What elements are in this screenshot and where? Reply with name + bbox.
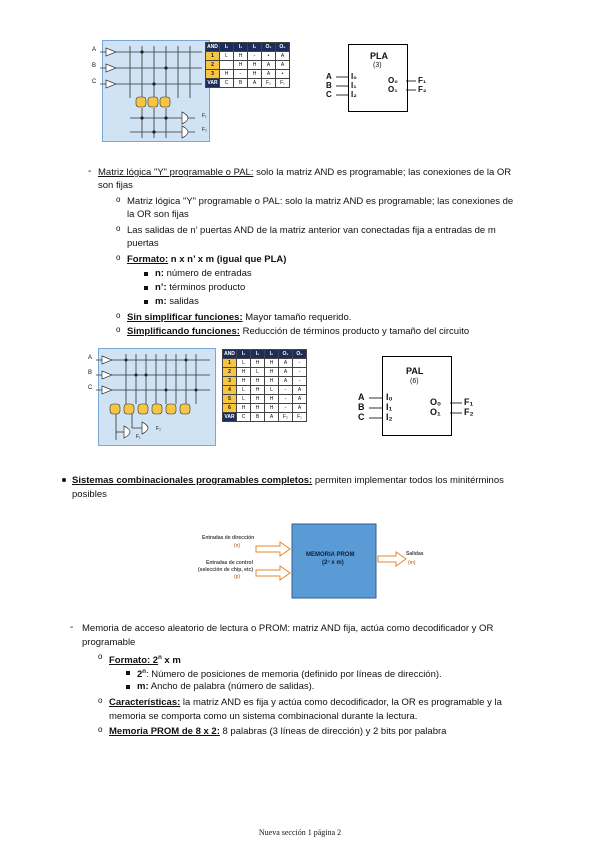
td: H: [265, 368, 279, 377]
th: O₀: [276, 43, 290, 52]
addr-arrow-icon: [256, 542, 290, 556]
output-label-f1: F₁: [136, 434, 141, 440]
addr-label: Entradas de dirección: [202, 535, 255, 541]
prom-formato: [109, 652, 181, 667]
td: •: [262, 52, 276, 61]
th: I₂: [220, 43, 234, 52]
square-bullet: [126, 685, 130, 689]
td: A: [279, 359, 293, 368]
block-title: PAL: [406, 366, 424, 376]
prom-caracteristicas: [109, 696, 589, 709]
td: C: [237, 413, 251, 422]
td: 3: [223, 377, 237, 386]
td: -: [279, 386, 293, 395]
td: A: [276, 52, 290, 61]
pal-item-2-line1: Las salidas de n’ puertas AND de la matriz anterior van conectadas fija a entradas de m: [127, 225, 496, 236]
formato-sub-2: [155, 281, 245, 294]
td: A: [248, 79, 262, 88]
block-pin-o0: O₀: [430, 397, 442, 407]
td: H: [251, 386, 265, 395]
pal-item-1-line2: la OR son fijas: [127, 209, 189, 220]
circle-bullet: o: [98, 696, 103, 705]
td: H: [248, 61, 262, 70]
block-in-c: C: [326, 90, 332, 99]
td: H: [237, 368, 251, 377]
td: 1: [206, 52, 220, 61]
th: I₀: [265, 350, 279, 359]
circle-bullet: o: [116, 224, 121, 233]
block-pin-i1: I₁: [386, 402, 393, 412]
td: A: [262, 61, 276, 70]
prom-heading-line2: programable: [82, 637, 136, 648]
prom-box-sub: (2ⁿ x m): [322, 560, 344, 566]
prom-caracteristicas-line2: memoria se comporta como un sistema combinacional durante la lectura.: [109, 711, 418, 722]
pal-block: [354, 354, 484, 436]
circle-bullet: o: [116, 195, 121, 204]
td: L: [220, 52, 234, 61]
simp-value: Reducción de términos producto y tamaño del circuito: [239, 326, 470, 337]
pal-item-1-line1: Matriz lógica "Y" programable o PAL: solo la matriz AND es programable; las conexiones de: [127, 196, 514, 207]
pal-truth-table: [222, 349, 307, 422]
ctrl-sub: (p): [234, 574, 241, 580]
formato-label: Formato:: [127, 254, 169, 265]
sub-value: número de entradas: [163, 268, 252, 279]
block-count: (6): [410, 378, 419, 385]
block-title: PLA: [370, 51, 388, 61]
block-out-f1: F₁: [418, 76, 427, 85]
input-label-b: B: [92, 63, 97, 69]
completos-rest: permiten implementar todos los minitérminos: [312, 475, 504, 486]
td: H: [265, 377, 279, 386]
td: F₁: [276, 79, 290, 88]
block-pin-o1: O₁: [388, 85, 398, 94]
block-out-f1: F₁: [464, 397, 474, 407]
td: H: [251, 395, 265, 404]
pal-sin-simplificar: [127, 311, 351, 324]
td: -: [293, 368, 307, 377]
td: C: [220, 79, 234, 88]
out-arrow-icon: [378, 552, 406, 566]
out-label: Salidas: [406, 551, 424, 557]
out-sub: (m): [408, 560, 416, 566]
block-in-b: B: [358, 402, 365, 412]
td: [220, 61, 234, 70]
td: L: [265, 386, 279, 395]
prom-block-diagram: [196, 518, 426, 604]
pla-truth-table: [205, 42, 290, 88]
td: H: [251, 359, 265, 368]
output-label-f2: F₂: [156, 426, 161, 432]
th: O₁: [262, 43, 276, 52]
td: VAR: [207, 79, 218, 86]
formato-rest: x m: [161, 655, 181, 667]
td: B: [251, 413, 265, 422]
formato-sup: n: [158, 655, 162, 661]
formato-value: n x n’ x m (igual que PLA): [168, 254, 287, 265]
circle-bullet: o: [116, 311, 121, 320]
sin-label: Sin simplificar funciones:: [127, 312, 243, 323]
td: -: [279, 404, 293, 413]
dash-bullet: -: [88, 166, 92, 177]
td: A: [279, 368, 293, 377]
td: H: [248, 70, 262, 79]
td: 2: [223, 368, 237, 377]
td: 6: [223, 404, 237, 413]
td: H: [237, 404, 251, 413]
sub-key: m:: [155, 296, 167, 307]
input-label-c: C: [88, 385, 93, 391]
circle-bullet: o: [98, 652, 103, 661]
block-in-b: B: [326, 81, 332, 90]
sub-value: salidas: [166, 296, 199, 307]
td: F₂: [279, 413, 293, 422]
pal-item-2-line2: puertas: [127, 238, 159, 249]
td: 1: [223, 359, 237, 368]
input-label-a: A: [92, 47, 97, 53]
output-label-f1: F₁: [202, 113, 207, 119]
input-label-a: A: [88, 355, 93, 361]
circle-bullet: o: [116, 325, 121, 334]
circle-bullet: o: [116, 253, 121, 262]
td: H: [265, 404, 279, 413]
td: -: [293, 359, 307, 368]
td: A: [293, 395, 307, 404]
td: H: [251, 404, 265, 413]
prom-sub-2: [137, 680, 314, 693]
td: A: [276, 61, 290, 70]
input-label-b: B: [88, 370, 93, 376]
block-out-f2: F₂: [418, 85, 427, 94]
th: O₁: [279, 350, 293, 359]
addr-sub: (n): [234, 543, 241, 549]
td: H: [234, 61, 248, 70]
td: A: [293, 386, 307, 395]
block-in-a: A: [326, 72, 332, 81]
td: A: [265, 413, 279, 422]
ctrl-arrow-icon: [256, 566, 290, 580]
square-bullet: [144, 300, 148, 304]
dot-bullet: [62, 478, 66, 482]
td: L: [237, 395, 251, 404]
square-bullet: [144, 286, 148, 290]
block-pin-i0: I₀: [386, 392, 393, 402]
dash-bullet: -: [70, 622, 74, 633]
block-in-a: A: [358, 392, 365, 402]
th: I₁: [234, 43, 248, 52]
prom-sub-1: [137, 666, 442, 681]
output-label-f2: F₂: [202, 127, 207, 133]
sub-value: : Número de posiciones de memoria (definido por líneas de dirección).: [145, 669, 442, 681]
td: 2: [206, 61, 220, 70]
td: VAR: [224, 413, 235, 420]
square-bullet: [126, 671, 130, 675]
block-pin-i0: I₀: [351, 72, 357, 81]
simp-label: Simplificando funciones:: [127, 326, 240, 337]
pal-heading-title: Matriz lógica "Y" programable o PAL:: [98, 167, 254, 178]
mem-label: Memoria PROM de 8 x 2:: [109, 726, 220, 737]
td: F₂: [262, 79, 276, 88]
td: A: [262, 70, 276, 79]
block-pin-o0: O₀: [388, 76, 398, 85]
page-footer: Nueva sección 1 página 2: [258, 828, 342, 837]
td: 3: [206, 70, 220, 79]
sub-key: n:: [155, 268, 164, 279]
td: H: [265, 359, 279, 368]
th: O₀: [293, 350, 307, 359]
mem-value: 8 palabras (3 líneas de dirección) y 2 bits por palabra: [219, 726, 447, 737]
td: •: [276, 70, 290, 79]
pal-simplificando: [127, 325, 469, 338]
formato-sub-1: [155, 267, 252, 280]
block-in-c: C: [358, 412, 365, 422]
completos-heading: [72, 474, 592, 487]
th: AND: [224, 350, 235, 357]
td: H: [251, 377, 265, 386]
td: H: [237, 377, 251, 386]
td: -: [279, 395, 293, 404]
completos-title: Sistemas combinacionales programables completos:: [72, 475, 313, 486]
td: A: [279, 377, 293, 386]
sub-sup: n: [142, 669, 146, 675]
sub-key: n’:: [155, 282, 167, 293]
td: -: [248, 52, 262, 61]
sub-key: m:: [137, 681, 149, 692]
block-count: (3): [373, 62, 382, 69]
block-pin-i1: I₁: [351, 81, 357, 90]
pal-heading-rest: solo la matriz AND es programable; las conexiones de la OR: [253, 167, 512, 178]
td: -: [293, 377, 307, 386]
td: -: [234, 70, 248, 79]
block-out-f2: F₂: [464, 407, 474, 417]
td: L: [237, 359, 251, 368]
td: L: [251, 368, 265, 377]
prom-8x2: [109, 725, 446, 738]
sub-value: términos producto: [166, 282, 246, 293]
sub-value: Ancho de palabra (número de salidas).: [148, 681, 315, 692]
block-pin-o1: O₁: [430, 407, 441, 417]
th: I₂: [237, 350, 251, 359]
th: I₁: [251, 350, 265, 359]
td: L: [237, 386, 251, 395]
input-label-c: C: [92, 79, 97, 85]
sin-value: Mayor tamaño requerido.: [242, 312, 352, 323]
formato-label: Formato: 2: [109, 655, 159, 667]
td: B: [234, 79, 248, 88]
th: AND: [207, 43, 218, 50]
td: H: [220, 70, 234, 79]
sub-key: 2: [137, 669, 143, 681]
formato-sub-3: [155, 295, 199, 308]
pla-circuit-diagram: [90, 40, 207, 144]
car-value: la matriz AND es fija y actúa como decodificador, la OR es programable y la: [180, 697, 502, 708]
td: 5: [223, 395, 237, 404]
td: H: [234, 52, 248, 61]
pal-formato: [127, 253, 286, 266]
block-pin-i2: I₂: [351, 90, 357, 99]
pla-block: [322, 42, 442, 112]
ctrl-label-1: Entradas de control: [206, 560, 253, 566]
prom-box-title: MEMORIA PROM: [306, 552, 355, 558]
td: 4: [223, 386, 237, 395]
pal-heading-line2: son fijas: [98, 180, 133, 191]
completos-line2: posibles: [72, 489, 107, 500]
th: I₀: [248, 43, 262, 52]
td: F₁: [293, 413, 307, 422]
circle-bullet: o: [98, 725, 103, 734]
td: H: [265, 395, 279, 404]
car-label: Características:: [109, 697, 181, 708]
pal-heading: [98, 166, 588, 179]
square-bullet: [144, 272, 148, 276]
prom-heading-line1: Memoria de acceso aleatorio de lectura o PROM: matriz AND fija, actúa como decodificador y OR: [82, 623, 494, 634]
pal-circuit-diagram: [86, 348, 216, 448]
td: A: [293, 404, 307, 413]
block-pin-i2: I₂: [386, 412, 393, 422]
ctrl-label-2: (selección de chip, etc): [198, 567, 254, 573]
